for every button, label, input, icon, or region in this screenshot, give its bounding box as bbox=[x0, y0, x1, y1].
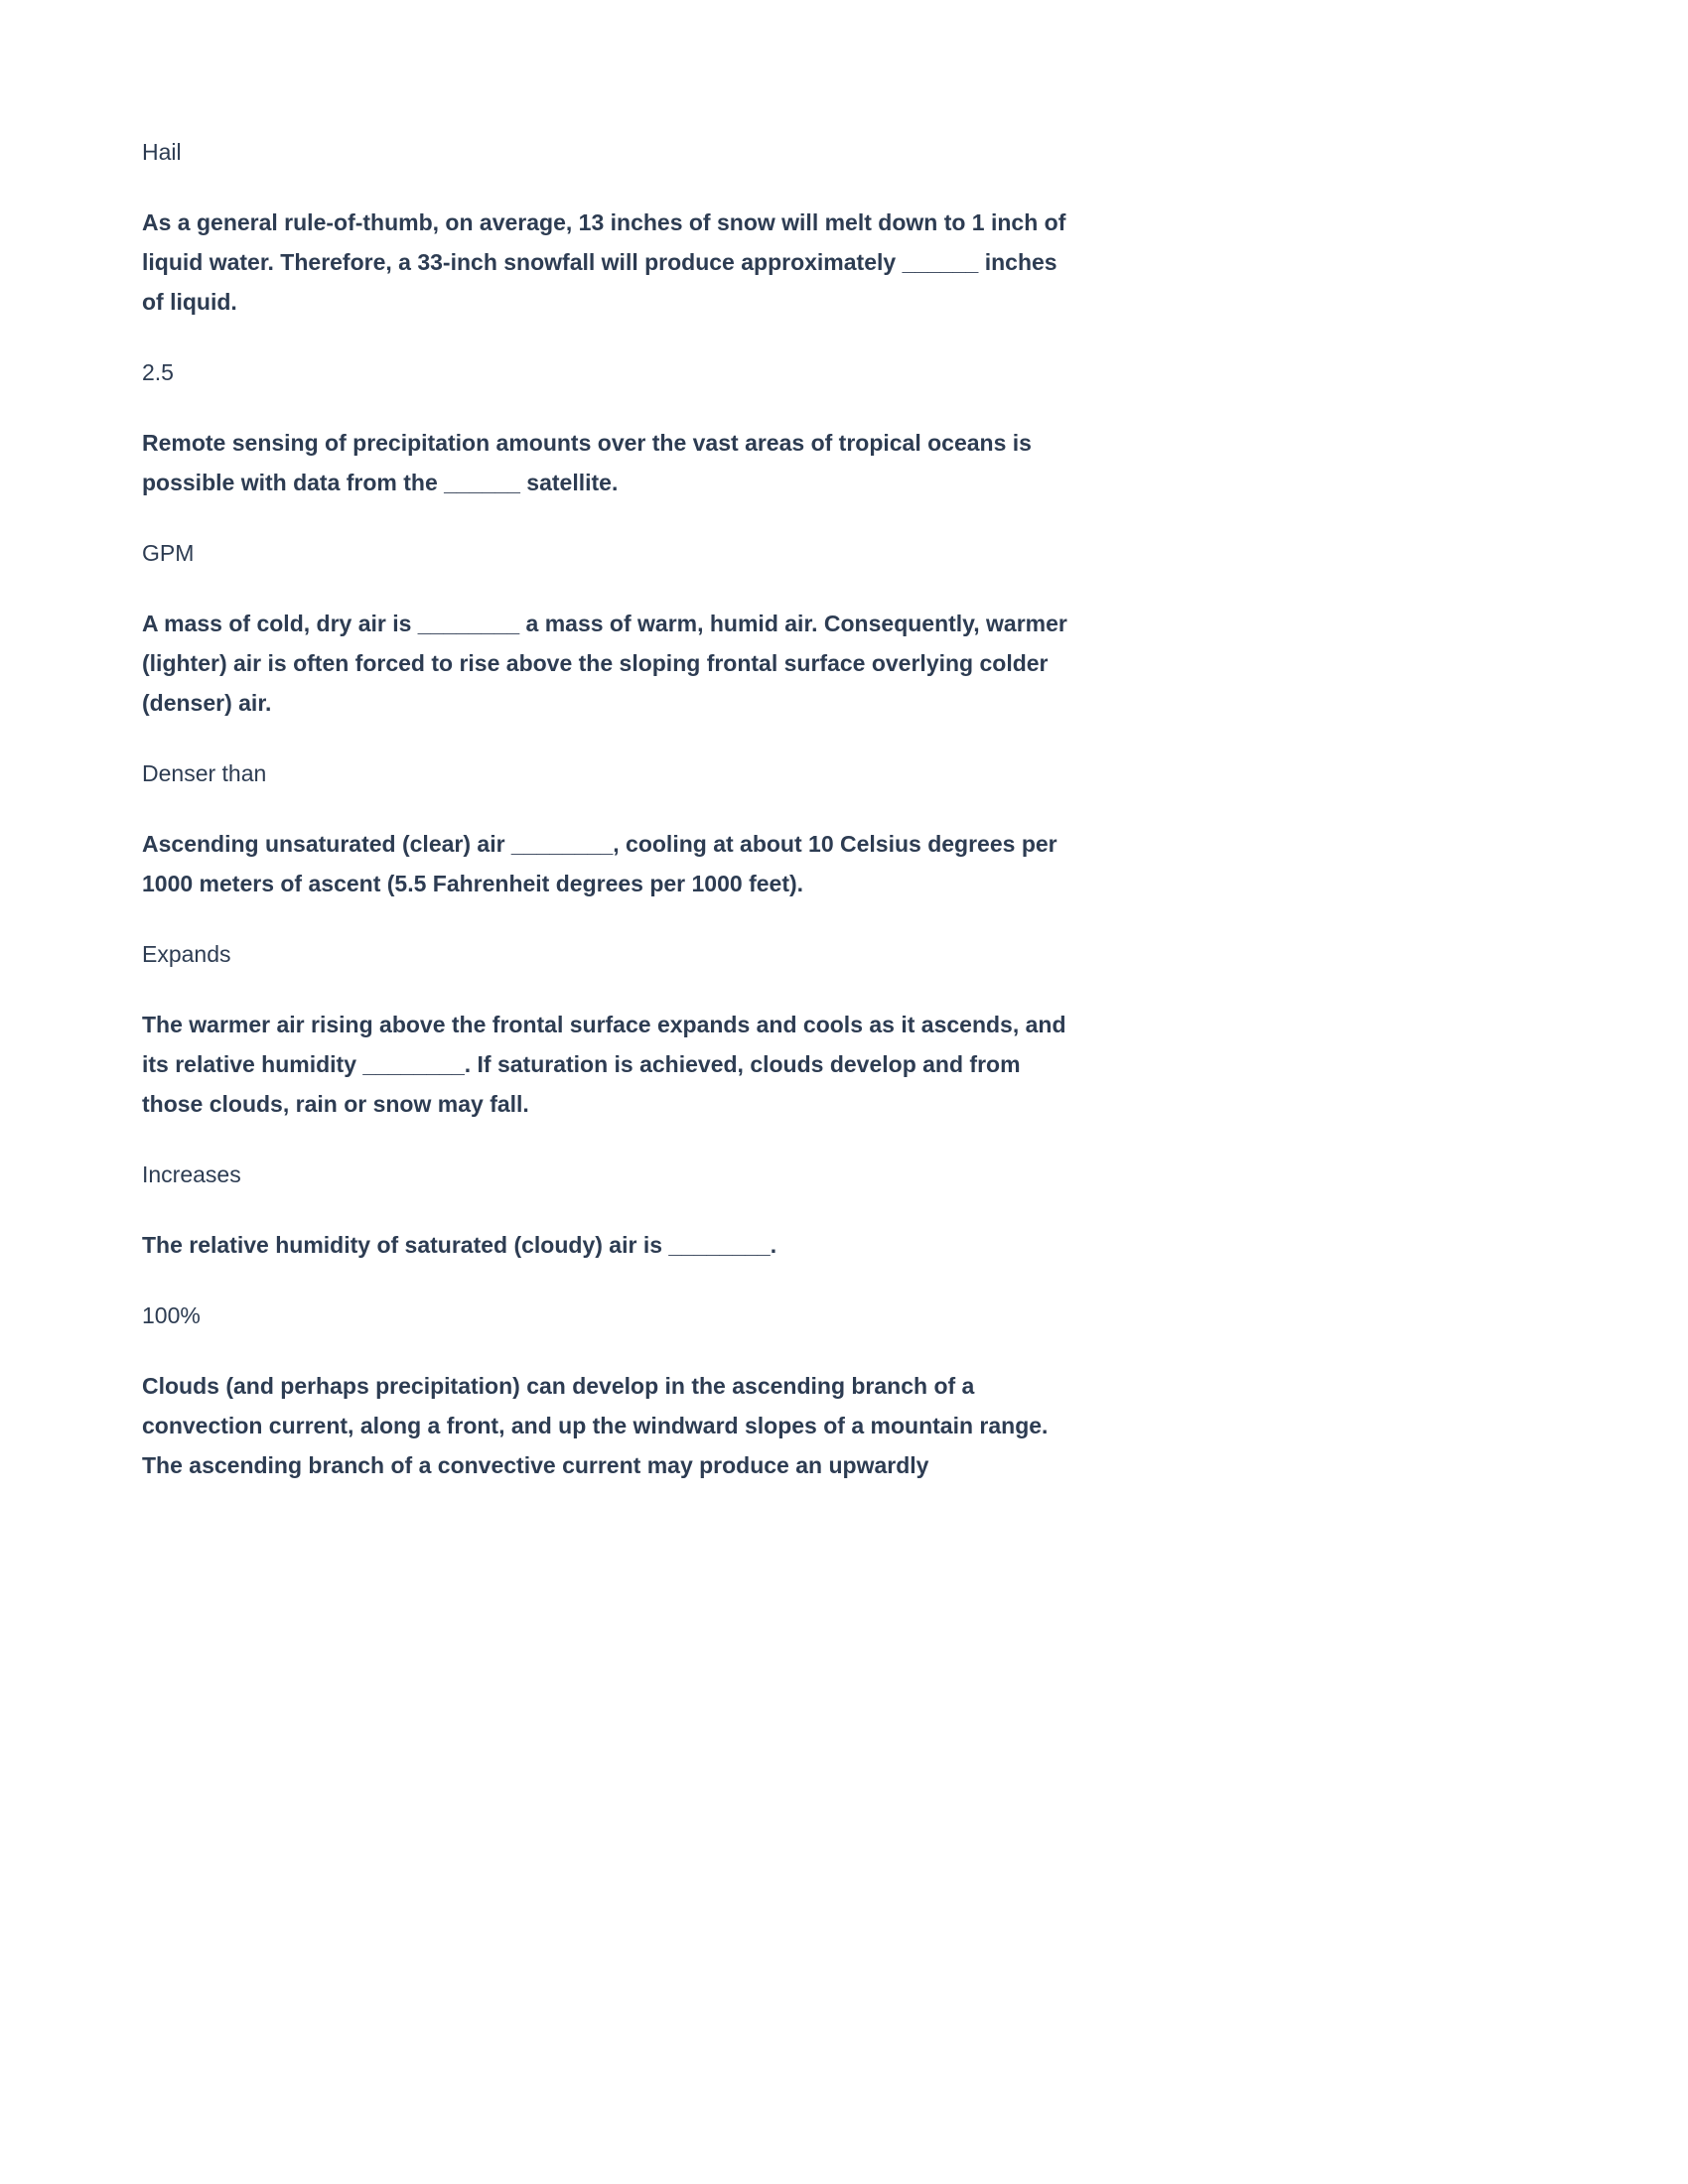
question-text: Remote sensing of precipitation amounts over the vast areas of tropical oceans is possible with data from the ______ satellite. bbox=[142, 430, 1032, 495]
answer-text: Hail bbox=[142, 139, 182, 165]
answer-text: 100% bbox=[142, 1302, 201, 1328]
answer-text: GPM bbox=[142, 540, 195, 566]
question-text: The warmer air rising above the frontal surface expands and cools as it ascends, and its relative humidity ________. If saturation is achieved, clouds develop and from those clouds, rain or snow may fall. bbox=[142, 1012, 1066, 1117]
question-text: The relative humidity of saturated (cloudy) air is ________. bbox=[142, 1232, 777, 1258]
question-text: A mass of cold, dry air is ________ a mass of warm, humid air. Consequently, warmer (lighter) air is often forced to rise above the sloping frontal surface overlying colder (denser) air. bbox=[142, 611, 1067, 716]
question-text: Clouds (and perhaps precipitation) can develop in the ascending branch of a convection current, along a front, and up the windward slopes of a mountain range. The ascending branch of a convective current may produce an upwardly bbox=[142, 1373, 1049, 1478]
question-text: As a general rule-of-thumb, on average, 13 inches of snow will melt down to 1 inch of liquid water. Therefore, a 33-inch snowfall will produce approximately ______ inches of liquid. bbox=[142, 209, 1066, 315]
answer-text: Denser than bbox=[142, 760, 267, 786]
question-text: Ascending unsaturated (clear) air ________, cooling at about 10 Celsius degrees per 1000 meters of ascent (5.5 Fahrenheit degrees per 1000 feet). bbox=[142, 831, 1057, 896]
document-content bbox=[0, 0, 1082, 1485]
answer-text: 2.5 bbox=[142, 359, 174, 385]
answer-text: Expands bbox=[142, 941, 231, 967]
answer-text: Increases bbox=[142, 1161, 241, 1187]
